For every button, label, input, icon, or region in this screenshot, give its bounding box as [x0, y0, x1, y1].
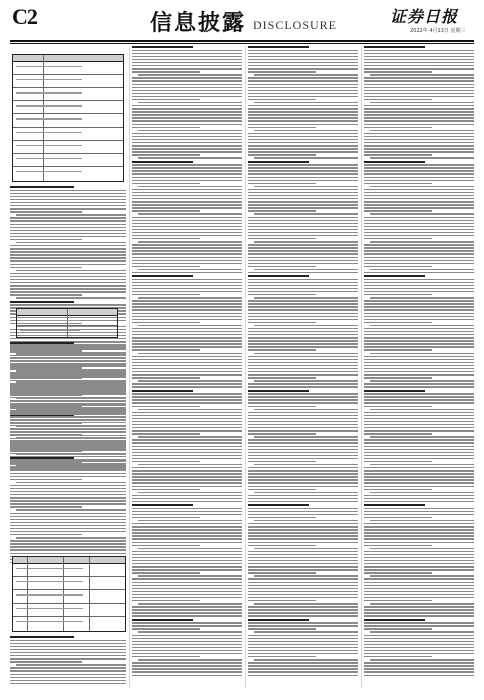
- disclosure-table-2: [16, 308, 118, 338]
- masthead-rule-thin: [10, 43, 474, 44]
- column-divider: [245, 46, 246, 688]
- masthead-rule: [10, 40, 474, 42]
- text-column-4: [364, 46, 474, 688]
- body-text: [364, 46, 474, 678]
- disclosure-table-1: [12, 54, 124, 182]
- column-divider: [129, 46, 130, 688]
- masthead: [0, 0, 484, 40]
- section-title: 信息披露: [150, 10, 247, 36]
- column-divider: [361, 46, 362, 688]
- body-text: [10, 636, 126, 686]
- disclosure-table-3: [12, 556, 126, 632]
- issue-date: 2022年 4月13日 星期三: [410, 28, 466, 34]
- page-number: C2: [12, 4, 37, 29]
- body-text: [248, 46, 358, 678]
- newspaper-logo: 证券日报: [390, 7, 459, 26]
- body-text: [10, 342, 126, 565]
- text-column-3: [248, 46, 358, 688]
- text-column-1: [10, 46, 126, 688]
- section-title-en: DISCLOSURE: [253, 18, 338, 32]
- text-column-2: [132, 46, 242, 688]
- body-text: [132, 46, 242, 678]
